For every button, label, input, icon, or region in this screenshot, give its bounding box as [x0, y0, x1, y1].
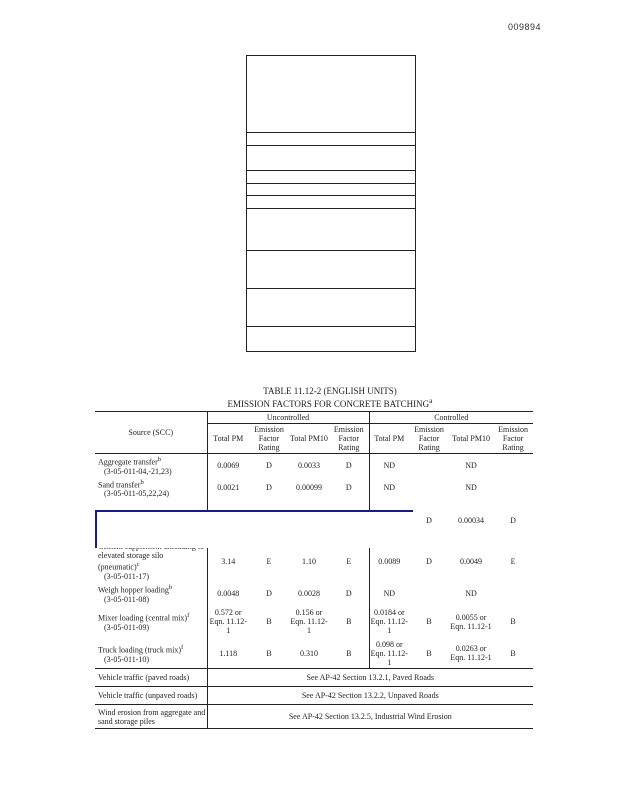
subheader: Total PM: [213, 434, 244, 443]
row-source: [95, 639, 207, 669]
value-cell: D: [329, 477, 369, 500]
value-cell: 3.14: [221, 557, 236, 567]
value-cell: 0.0089: [378, 557, 401, 567]
value-cell: D: [426, 557, 432, 567]
value-cell: 0.0184 or Eqn. 11.12-1: [370, 608, 408, 636]
value-cell: 0.098 or Eqn. 11.12-1: [370, 639, 408, 667]
value-cell: 0.0021: [217, 483, 240, 493]
value-cell: ND: [383, 588, 396, 598]
reference-cell: See AP-42 Section 13.2.5, Industrial Wind Erosion: [288, 712, 452, 722]
row-source: Vehicle traffic (unpaved roads): [95, 687, 207, 705]
emission-factors-table: [95, 411, 533, 729]
value-cell: B: [426, 648, 432, 658]
source-name: Truck loading (truck mix): [98, 645, 182, 655]
value-cell: 0.156 or Eqn. 11.12-1: [290, 608, 328, 636]
value-cell: 1.10: [302, 557, 316, 567]
box-divider: [247, 208, 415, 209]
subheader: Emission Factor Rating: [254, 425, 284, 452]
box-divider: [247, 195, 415, 196]
table-row: [95, 582, 533, 605]
reference-cell: See AP-42 Section 13.2.1, Paved Roads: [306, 673, 435, 683]
value-cell: [409, 454, 449, 477]
row-source: Wind erosion from aggregate and sand storage piles: [95, 705, 207, 729]
source-scc: (3-05-011-04,-21,23): [104, 466, 172, 476]
table-row: [95, 669, 533, 687]
source-footnote: c: [136, 561, 140, 569]
subheader: Total PM10: [452, 434, 490, 443]
value-cell: B: [510, 617, 516, 627]
table-row: [95, 454, 533, 477]
table-title-line2: [200, 396, 460, 409]
value-cell: [493, 454, 533, 477]
value-cell: ND: [465, 460, 477, 470]
box-divider: [247, 183, 415, 184]
blank-form-box: [246, 55, 416, 352]
row-source: Vehicle traffic (paved roads): [95, 669, 207, 687]
table-row: [95, 705, 533, 729]
value-cell: [409, 477, 449, 500]
table-title-line2-text: EMISSION FACTORS FOR CONCRETE BATCHING: [227, 399, 430, 409]
row-source: [95, 477, 207, 500]
reference-cell: See AP-42 Section 13.2.2, Unpaved Roads: [301, 691, 439, 701]
value-cell: E: [266, 557, 272, 567]
uncontrolled-header: Uncontrolled: [207, 412, 369, 424]
value-cell: [493, 477, 533, 500]
value-cell: ND: [465, 483, 477, 493]
row-source: [95, 454, 207, 477]
table-row: [95, 687, 533, 705]
value-cell: 1.118: [219, 648, 238, 658]
value-cell: D: [266, 588, 272, 598]
source-name: Aggregate transfer: [98, 457, 158, 467]
value-cell: D: [426, 515, 432, 525]
row-source: [95, 582, 207, 605]
table-row: [95, 639, 533, 669]
table-row: [95, 477, 533, 500]
value-cell: E: [510, 557, 516, 567]
source-footnote: b: [168, 583, 173, 591]
table-title: [200, 386, 460, 409]
subheader: Emission Factor Rating: [414, 425, 444, 452]
box-divider: [247, 170, 415, 171]
controlled-header: Controlled: [369, 412, 533, 424]
value-cell: D: [266, 483, 272, 493]
value-cell: ND: [383, 460, 396, 470]
box-divider: [247, 326, 415, 327]
value-cell: 0.00034: [458, 515, 485, 525]
box-divider: [247, 288, 415, 289]
source-scc: (3-05-011-09): [104, 622, 150, 632]
value-cell: B: [510, 648, 516, 658]
row-source: [95, 605, 207, 639]
value-cell: [409, 582, 449, 605]
source-scc: (3-05-011-05,22,24): [104, 489, 170, 499]
source-footnote: b: [157, 456, 162, 463]
value-cell: [493, 582, 533, 605]
source-scc: (3-05-011-17): [104, 571, 150, 581]
value-cell: D: [266, 460, 272, 470]
source-name: Sand transfer: [98, 480, 141, 490]
source-footnote: f: [181, 644, 184, 652]
value-cell: 0.572 or Eqn. 11.12-1: [209, 608, 247, 636]
value-cell: 0.0049: [460, 557, 483, 567]
source-footnote: f: [187, 612, 190, 620]
subheader: Total PM: [374, 434, 405, 443]
value-cell: ND: [465, 588, 477, 598]
value-cell: E: [329, 541, 369, 582]
value-cell: 0.0263 or Eqn. 11.12-1: [450, 644, 492, 663]
redaction-box: [95, 510, 413, 548]
value-cell: B: [266, 617, 272, 627]
subheader: Emission Factor Rating: [329, 424, 369, 454]
value-cell: 0.0069: [217, 460, 240, 470]
table-title-line1: TABLE 11.12-2 (ENGLISH UNITS): [263, 386, 397, 396]
value-cell: D: [329, 582, 369, 605]
subheader: Total PM10: [290, 434, 328, 443]
data-rows: [95, 669, 533, 729]
subheader: Emission Factor Rating: [498, 425, 528, 452]
value-cell: B: [266, 648, 272, 658]
value-cell: 0.0028: [298, 588, 320, 598]
value-cell: D: [329, 454, 369, 477]
value-cell: 0.0033: [298, 460, 320, 470]
header-row: [95, 412, 533, 424]
value-cell: 0.0055 or Eqn. 11.12-1: [450, 612, 492, 631]
source-footnote: b: [140, 478, 144, 486]
box-divider: [247, 132, 415, 133]
value-cell: ND: [383, 483, 396, 493]
value-cell: B: [426, 617, 432, 627]
source-header: Source (SCC): [95, 412, 207, 454]
value-cell: B: [329, 639, 369, 669]
source-name: Mixer loading (central mix): [98, 613, 188, 623]
value-cell: D: [510, 515, 516, 525]
table-row: [95, 605, 533, 639]
value-cell: 0.0048: [217, 588, 240, 598]
source-scc: (3-05-011-10): [104, 654, 150, 664]
box-divider: [247, 250, 415, 251]
source-name: elevated storage silo (pneumatic): [98, 551, 164, 572]
table-title-note: a: [429, 396, 433, 405]
value-cell: B: [329, 605, 369, 639]
value-cell: 0.310: [300, 648, 318, 658]
source-scc: (3-05-011-08): [104, 594, 150, 604]
page-id: 009894: [508, 22, 542, 32]
source-name: Weigh hopper loading: [98, 585, 169, 595]
box-divider: [247, 145, 415, 146]
value-cell: 0.00099: [296, 483, 322, 493]
